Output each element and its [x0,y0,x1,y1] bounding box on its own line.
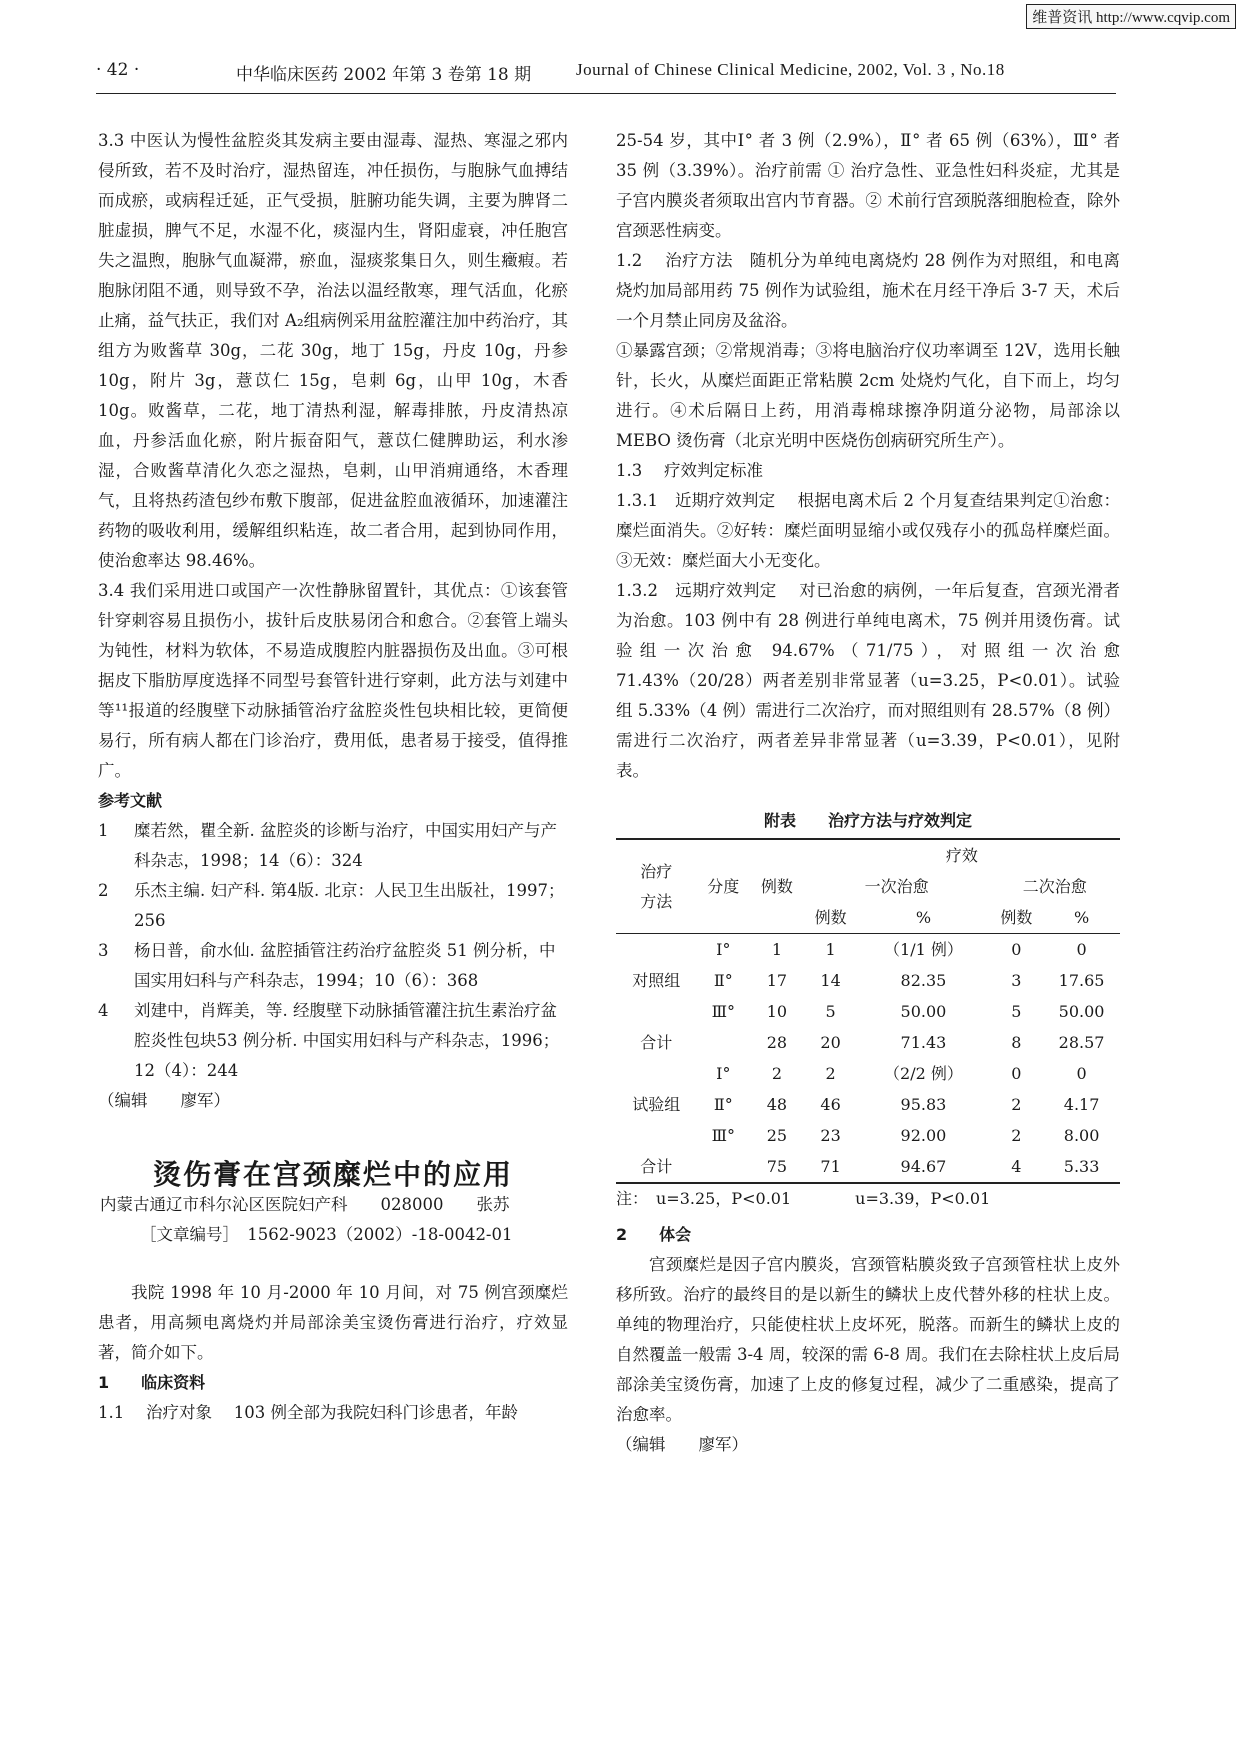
cell-cases: 1 [771,940,783,959]
table-row [616,1120,1120,1151]
table-row [616,934,1120,966]
section-1-1-continued: 25-54 岁，其中Ⅰ° 者 3 例（2.9%），Ⅱ° 者 65 例（63%），Ⅲ° 者 35 例（3.39%）。治疗前需 ① 治疗急性、亚急性妇科炎症，尤其是子宫内膜炎者须取出宫内节育器。② 术前行宫颈脱落细胞检查，除外宫颈恶性病变。 [616,131,1120,240]
section-1-3-1: 1.3.1 近期疗效判定 根据电离术后 2 个月复查结果判定①治愈：糜烂面消失。②好转：糜烂面明显缩小或仅残存小的孤岛样糜烂面。③无效：糜烂面大小无变化。 [616,491,1120,570]
references-list [98,816,568,1086]
cell-degree: Ⅱ° [713,1095,733,1114]
cell-cases: 25 [766,1126,788,1145]
article-number: ［文章编号］ 1562-9023（2002）-18-0042-01 [140,1225,513,1244]
cell-n1: 14 [820,971,841,990]
section-1-1: 1.1 治疗对象 103 例全部为我院妇科门诊患者，年龄 [98,1403,518,1422]
watermark-label: 维普资讯 [1032,10,1093,26]
cell-group: 合计 [616,1151,696,1183]
reference-text: 杨日普，俞水仙. 盆腔插管注药治疗盆腔炎 51 例分析，中国实用妇科与产科杂志，1994；10（6）：368 [134,941,556,990]
cell-p2: 28.57 [1058,1033,1105,1052]
cell-p1: （1/1 例） [884,940,963,959]
cell-cases: 48 [766,1095,788,1114]
reference-text: 糜若然，瞿全新. 盆腔炎的诊断与治疗，中国实用妇产与产科杂志，1998；14（6）：324 [134,821,557,870]
reference-number: 2 [98,881,109,900]
section-2-heading: 2 体会 [616,1225,692,1244]
table-row [616,1151,1120,1183]
cell-n2: 8 [1011,1033,1022,1052]
cell-group [616,996,696,1027]
reference-item [98,996,568,1086]
col-header-degree: 分度 [696,839,750,934]
cell-group: 合计 [640,1033,673,1052]
reference-item [98,876,568,936]
right-column [616,126,1120,1460]
section-1-3: 1.3 疗效判定标准 [616,461,763,480]
left-column [98,126,568,1428]
cell-p1: 82.35 [900,971,947,990]
journal-title-en: Journal of Chinese Clinical Medicine, 2002, Vol. 3 , No.18 [576,60,1005,79]
cell-degree: Ⅰ° [716,940,731,959]
table-caption: 附表 治疗方法与疗效判定 [763,811,972,830]
cell-p2: 50.00 [1058,1002,1105,1021]
cell-group [616,934,696,966]
cell-n1: 23 [820,1126,841,1145]
reference-number: 3 [98,941,109,960]
cell-p1: （2/2 例） [884,1064,963,1083]
reference-text: 乐杰主编. 妇产科. 第4版. 北京：人民卫生出版社，1997；256 [134,881,565,930]
author-affiliation: 内蒙古通辽市科尔沁区医院妇产科 028000 张苏 [100,1195,510,1214]
procedure-steps: ①暴露宫颈；②常规消毒；③将电脑治疗仪功率调至 12V，选用长触针，长火，从糜烂面距正常粘膜 2cm 处烧灼气化，自下而上，均匀进行。④术后隔日上药，用消毒棉球擦净阴道分泌物，局部涂以 MEBO 烫伤膏（北京光明中医烧伤创病研究所生产）。 [616,341,1120,450]
table-row [616,1027,1120,1058]
cell-cases: 75 [750,1151,804,1183]
table-row [616,1058,1120,1089]
editor-credit: （编辑 廖军） [98,1091,230,1110]
cell-degree [696,1027,750,1058]
cell-p2: 8.00 [1063,1126,1100,1145]
cell-n1: 71 [804,1151,858,1183]
cell-cases: 28 [766,1033,788,1052]
cell-p1: 71.43 [900,1033,947,1052]
reference-text: 刘建中，肖辉美，等. 经腹壁下动脉插管灌注抗生素治疗盆腔炎性包块53 例分析. 中国实用妇科与产科杂志，1996；12（4）：244 [134,1001,560,1080]
cell-n2: 0 [1011,940,1022,959]
cell-n2: 2 [1011,1095,1022,1114]
col-header-p1: % [857,902,989,934]
cell-degree [696,1151,750,1183]
col-header-n1: 例数 [804,902,858,934]
watermark [1026,4,1236,29]
section-2-paragraph: 宫颈糜烂是因子宫内膜炎，宫颈管粘膜炎致子宫颈管柱状上皮外移所致。治疗的最终目的是以新生的鳞状上皮代替外移的柱状上皮。单纯的物理治疗，只能使柱状上皮坏死，脱落。而新生的鳞状上皮的自然覆盖一般需 3-4 周，较深的需 6-8 周。我们在去除柱状上皮后局部涂美宝烫伤膏，加速了上皮的修复过程，减少了二重感染，提高了治愈率。 [616,1255,1120,1424]
cell-p2: 0 [1076,1064,1087,1083]
cell-p1: 92.00 [900,1126,947,1145]
cell-n1: 2 [825,1064,836,1083]
col-header-effect: 疗效 [804,839,1120,871]
cell-group: 对照组 [632,971,681,990]
journal-title-cn: 中华临床医药 2002 年第 3 卷第 18 期 [236,65,532,85]
reference-number: 1 [98,821,109,840]
cell-n1: 5 [825,1002,836,1021]
results-table [616,838,1120,1184]
cell-n1: 20 [820,1033,841,1052]
reference-number: 4 [98,1001,109,1020]
cell-group [616,1058,696,1089]
table-row [616,1089,1120,1120]
page-number: · 42 · [96,60,140,80]
cell-n1: 1 [825,940,836,959]
col-header-p2: % [1043,902,1120,934]
cell-n2: 2 [1011,1126,1022,1145]
table-note: 注： u=3.25，P<0.01 u=3.39，P<0.01 [616,1189,991,1208]
intro-paragraph: 我院 1998 年 10 月-2000 年 10 月间，对 75 例宫颈糜烂患者，用高频电离烧灼并局部涂美宝烫伤膏进行治疗，疗效显著，简介如下。 [98,1283,568,1362]
cell-p2: 17.65 [1058,971,1105,990]
cell-degree: Ⅲ° [711,1002,735,1021]
col-header-cases: 例数 [750,839,804,934]
header-rule [96,93,1116,94]
cell-degree: Ⅱ° [713,971,733,990]
cell-degree: Ⅰ° [716,1064,731,1083]
cell-group: 试验组 [632,1095,681,1114]
cell-cases: 17 [766,971,788,990]
watermark-url[interactable]: http://www.cqvip.com [1095,10,1230,26]
cell-n2: 3 [1011,971,1022,990]
cell-p2: 5.33 [1043,1151,1120,1183]
col-header-method: 治疗方法 [616,839,696,934]
references-heading: 参考文献 [98,791,163,810]
cell-p2: 0 [1076,940,1087,959]
cell-cases: 10 [766,1002,788,1021]
col-header-once: 一次治愈 [864,877,929,896]
cell-p1: 95.83 [900,1095,947,1114]
cell-p1: 94.67 [857,1151,989,1183]
article-title: 烫伤膏在宫颈糜烂中的应用 [152,1158,513,1191]
section-1-3-2: 1.3.2 远期疗效判定 对已治愈的病例，一年后复查，宫颈光滑者为治愈。103 例中有 28 例进行单纯电离术，75 例并用烫伤膏。试验组一次治愈 94.67%（71/75），对照组一次治愈 71.43%（20/28）两者差别非常显著（u=3.25，P<0.01）。试验组 5.33%（4 例）需进行二次治疗，而对照组则有 28.57%（8 例）需进行二次治疗，两者差异非常显著（u=3.39，P<0.01），见附表。 [616,581,1120,780]
section-3-4: 3.4 我们采用进口或国产一次性静脉留置针，其优点：①该套管针穿刺容易且损伤小，拔针后皮肤易闭合和愈合。②套管上端头为钝性，材料为软体，不易造成腹腔内脏器损伤及出血。③可根据皮下脂肪厚度选择不同型号套管针进行穿刺，此方法与刘建中等¹¹报道的经腹壁下动脉插管治疗盆腔炎性包块相比较，更简便易行，所有病人都在门诊治疗，费用低，患者易于接受，值得推广。 [98,581,568,780]
cell-group [616,1120,696,1151]
cell-n1: 46 [820,1095,841,1114]
cell-p2: 4.17 [1063,1095,1100,1114]
col-header-twice: 二次治愈 [1022,877,1087,896]
editor-credit: （编辑 廖军） [616,1435,748,1454]
running-header [96,56,1116,90]
section-3-3: 3.3 中医认为慢性盆腔炎其发病主要由湿毒、湿热、寒湿之邪内侵所致，若不及时治疗，湿热留连，冲任损伤，与胞脉气血搏结而成瘀，或病程迁延，正气受损，脏腑功能失调，主要为脾肾二脏虚损，脾气不足，水湿不化，痰湿内生，肾阳虚衰，冲任胞宫失之温煦，胞脉气血凝滞，瘀血，湿痰浆集日久，则生癥瘕。若胞脉闭阻不通，则导致不孕，治法以温经散寒，理气活血，化瘀止痛，益气扶正，我们对 A₂组病例采用盆腔灌注加中药治疗，其组方为败酱草 30g，二花 30g，地丁 15g，丹皮 10g，丹参 10g，附片 3g，薏苡仁 15g，皂刺 6g，山甲 10g，木香 10g。败酱草，二花，地丁清热利湿，解毒排脓，丹皮清热凉血，丹参活血化瘀，附片振奋阳气，薏苡仁健脾助运，利水渗湿，合败酱草清化久恋之湿热，皂刺，山甲消痈通络，木香理气，且将热药渣包纱布敷下腹部，促进盆腔血液循环，加速灌注药物的吸收利用，缓解组织粘连，故二者合用，起到协同作用，使治愈率达 98.46%。 [98,131,568,570]
cell-n2: 0 [1011,1064,1022,1083]
cell-cases: 2 [771,1064,783,1083]
cell-n2: 4 [990,1151,1044,1183]
table-header-row [616,839,1120,871]
reference-item [98,816,568,876]
table-row [616,965,1120,996]
section-1-heading: 1 临床资料 [98,1373,206,1392]
col-header-n2: 例数 [990,902,1044,934]
reference-item [98,936,568,996]
table-row [616,996,1120,1027]
section-1-2: 1.2 治疗方法 随机分为单纯电离烧灼 28 例作为对照组，和电离烧灼加局部用药 75 例作为试验组，施术在月经干净后 3-7 天，术后一个月禁止同房及盆浴。 [616,251,1120,330]
cell-degree: Ⅲ° [711,1126,735,1145]
cell-n2: 5 [1011,1002,1022,1021]
cell-p1: 50.00 [900,1002,947,1021]
